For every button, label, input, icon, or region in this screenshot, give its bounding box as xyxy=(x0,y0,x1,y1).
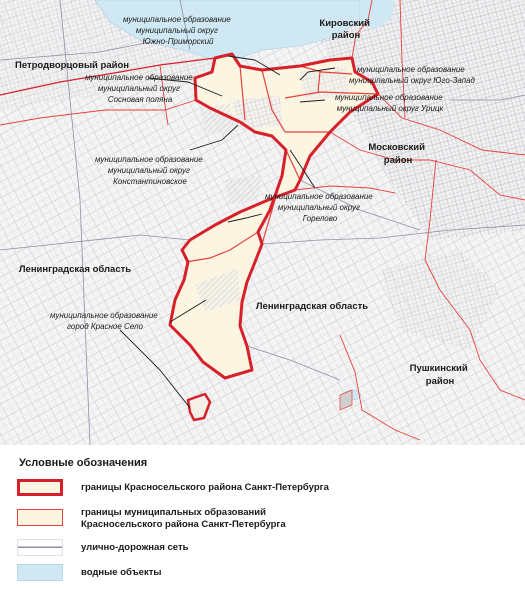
label-kirovsky-line2: район xyxy=(331,30,361,41)
road-network-swatch xyxy=(17,539,63,556)
label-leningradskaya-west: Ленинградская область xyxy=(18,264,132,275)
label-yuzhno-primorsky-line1: муниципальное образование xyxy=(122,15,231,24)
label-uritsk-line2: муниципальный округ Урицк xyxy=(336,104,444,113)
legend-label-district-boundary: границы Красносельского района Санкт-Петербурга xyxy=(81,482,329,493)
label-pushkinsky-line2: район xyxy=(425,376,455,387)
legend-label-road-network: улично-дорожная сеть xyxy=(81,542,189,553)
label-moskovsky-line2: район xyxy=(383,155,413,166)
label-sosnovaya-polyana-line2: муниципальный округ xyxy=(97,84,180,93)
label-sosnovaya-polyana-line3: Сосновая поляна xyxy=(107,95,173,104)
label-gorelovo-line2: муниципальный округ xyxy=(277,203,360,212)
legend xyxy=(0,445,525,601)
label-konstantinovskoe-line1: муниципальное образование xyxy=(94,155,203,164)
legend-label-municipal-boundary-line2: Красносельского района Санкт-Петербурга xyxy=(81,519,286,530)
urban-block xyxy=(200,104,235,135)
label-pushkinsky-line1: Пушкинский xyxy=(409,363,468,374)
label-leningradskaya-south: Ленинградская область xyxy=(255,301,369,312)
label-gorelovo-line3: Горелово xyxy=(302,214,338,223)
label-sosnovaya-polyana-line1: муниципальное образование xyxy=(84,73,193,82)
label-gorelovo-line1: муниципальное образование xyxy=(264,192,373,201)
label-yugo-zapad-line1: муниципальное образование xyxy=(356,65,465,74)
legend-label-municipal-boundary-line1: границы муниципальных образований xyxy=(81,507,266,518)
label-yuzhno-primorsky-line2: муниципальный округ xyxy=(135,26,218,35)
label-konstantinovskoe-line2: муниципальный округ xyxy=(107,166,190,175)
label-kirovsky-line1: Кировский xyxy=(319,18,370,29)
label-konstantinovskoe-line3: Константиновское xyxy=(113,177,187,186)
label-moskovsky-line1: Московский xyxy=(368,142,425,153)
label-yugo-zapad-line2: муниципальный округ Юго-Запад xyxy=(349,76,475,85)
district-boundary-swatch xyxy=(17,479,63,496)
label-uritsk-line1: муниципальное образование xyxy=(334,93,443,102)
water-bodies-swatch xyxy=(17,564,63,581)
municipal-boundary-swatch xyxy=(17,509,63,526)
legend-title: Условные обозначения xyxy=(19,457,148,469)
label-krasnoe-selo-line2: город Красное Село xyxy=(67,322,143,331)
label-krasnoe-selo-line1: муниципальное образование xyxy=(49,311,158,320)
label-petrodvortsovy: Петродворцовый район xyxy=(14,60,130,71)
label-yuzhno-primorsky-line3: Южно-Приморский xyxy=(142,37,214,46)
legend-label-water-bodies: водные объекты xyxy=(81,567,162,578)
